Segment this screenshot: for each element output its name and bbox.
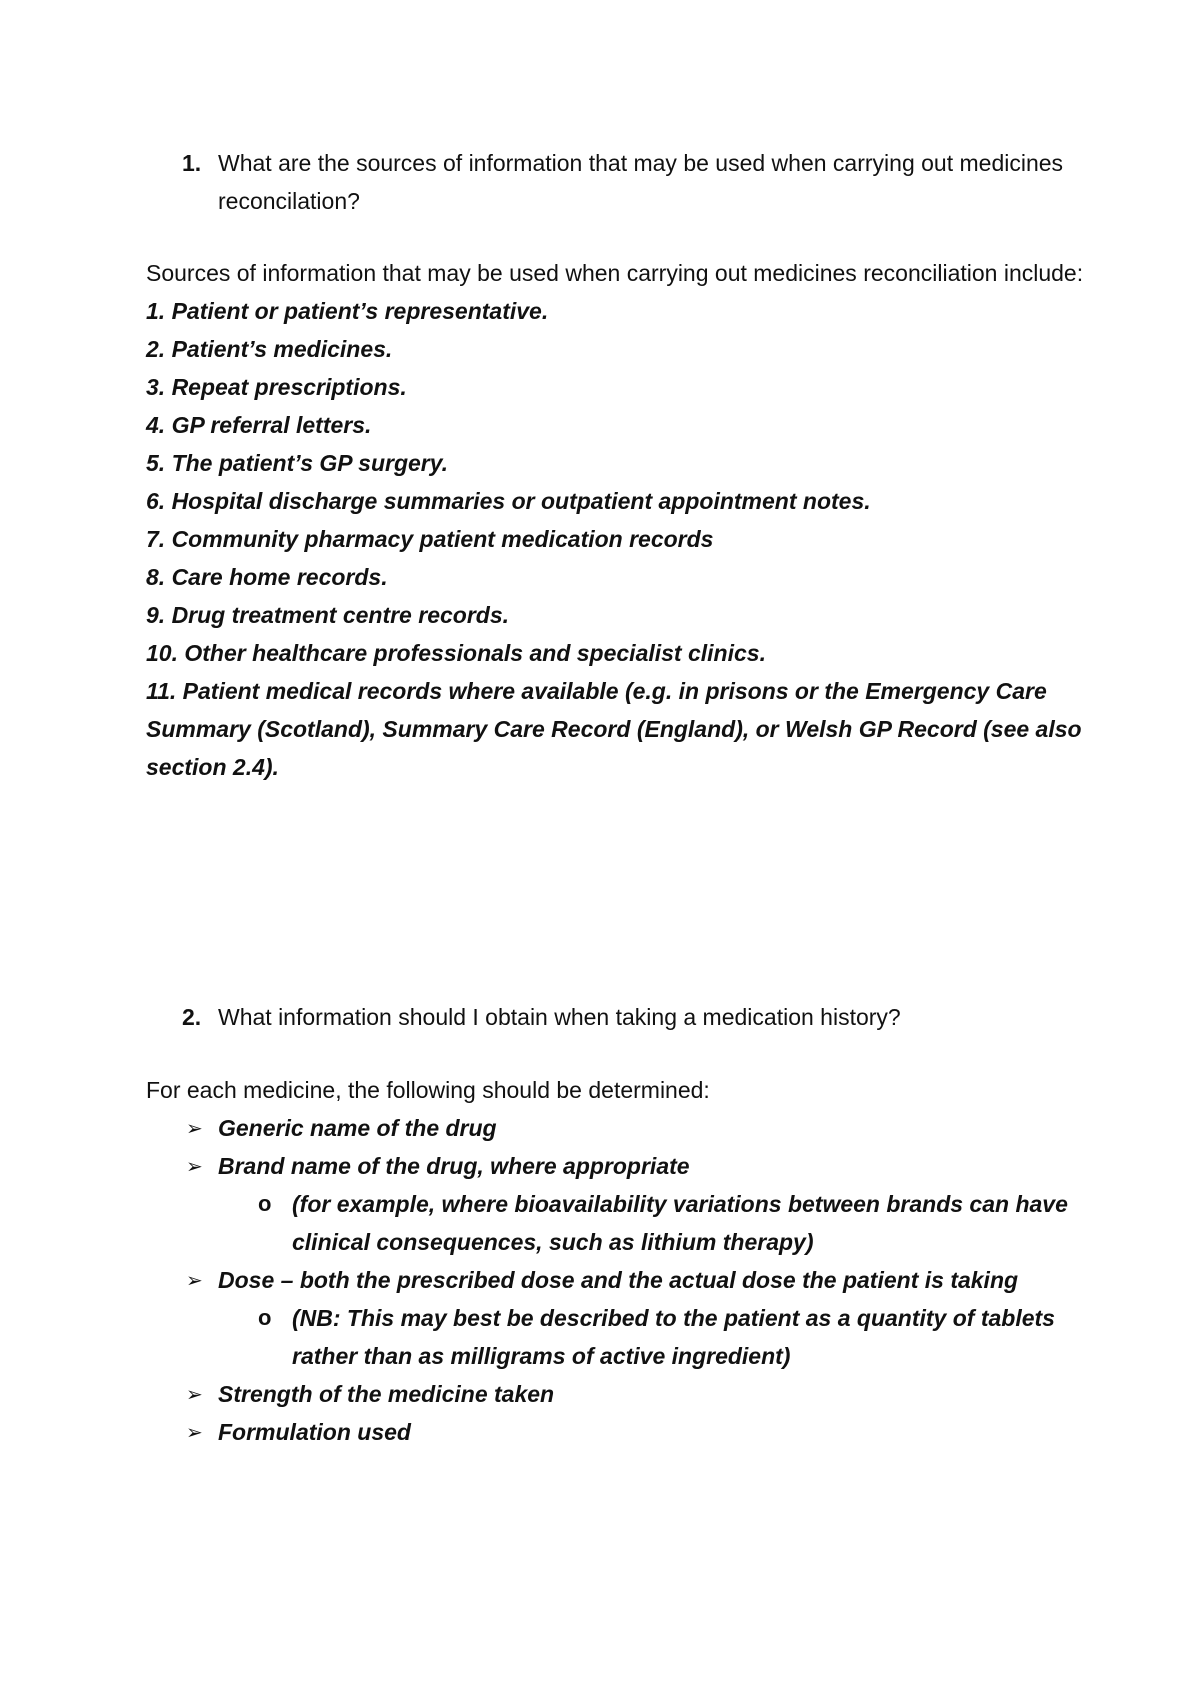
list-item: 11. Patient medical records where available (e.g. in prisons or the Emergency Care Summary (Scotland), Summary Care Record (England), or Welsh GP Record (see also section 2.4). (146, 678, 1082, 780)
question-2-block (146, 998, 1086, 1036)
list-item-text: Strength of the medicine taken (218, 1381, 555, 1407)
arrow-bullet-icon: ➢ (186, 1420, 203, 1444)
list-item: 4. GP referral letters. (146, 412, 372, 438)
list-item (146, 1413, 1086, 1451)
list-item: 6. Hospital discharge summaries or outpatient appointment notes. (146, 488, 871, 514)
list-item-text: Generic name of the drug (218, 1115, 497, 1141)
arrow-bullet-icon: ➢ (186, 1382, 203, 1406)
medication-history-list (146, 1109, 1086, 1451)
answer-1-block (146, 254, 1086, 786)
circle-bullet-icon: o (258, 1191, 272, 1216)
sub-list-item (146, 1299, 1086, 1375)
list-item: 3. Repeat prescriptions. (146, 374, 407, 400)
list-item-text: (for example, where bioavailability variations between brands can have clinical consequences, such as lithium therapy) (292, 1191, 1068, 1255)
question-2-number: 2. (182, 1004, 202, 1030)
circle-bullet-icon: o (258, 1305, 272, 1330)
list-item: 9. Drug treatment centre records. (146, 602, 510, 628)
list-item-text: (NB: This may best be described to the patient as a quantity of tablets rather than as milligrams of active ingredient) (292, 1305, 1055, 1369)
question-1 (146, 144, 1086, 220)
arrow-bullet-icon: ➢ (186, 1116, 203, 1140)
answer-2-block (146, 1071, 1086, 1451)
list-item: 5. The patient’s GP surgery. (146, 450, 449, 476)
list-item (146, 1375, 1086, 1413)
list-item (146, 1261, 1086, 1299)
list-item: 10. Other healthcare professionals and specialist clinics. (146, 640, 766, 666)
list-item: 2. Patient’s medicines. (146, 336, 393, 362)
list-item-text: Formulation used (218, 1419, 411, 1445)
answer-2-intro: For each medicine, the following should be determined: (146, 1077, 710, 1103)
list-item (146, 1147, 1086, 1185)
list-item-text: Dose – both the prescribed dose and the actual dose the patient is taking (218, 1267, 1019, 1293)
sub-list-item (146, 1185, 1086, 1261)
question-2-text: What information should I obtain when taking a medication history? (218, 1004, 901, 1030)
list-item-text: Brand name of the drug, where appropriate (218, 1153, 690, 1179)
list-item: 7. Community pharmacy patient medication records (146, 526, 714, 552)
sources-list (146, 292, 1086, 786)
list-item: 8. Care home records. (146, 564, 388, 590)
list-item (146, 1109, 1086, 1147)
question-2 (146, 998, 1086, 1036)
arrow-bullet-icon: ➢ (186, 1154, 203, 1178)
list-item: 1. Patient or patient’s representative. (146, 298, 549, 324)
question-1-text: What are the sources of information that may be used when carrying out medicines reconcilation? (218, 150, 1064, 214)
answer-1-intro: Sources of information that may be used when carrying out medicines reconciliation include: (146, 260, 1084, 286)
arrow-bullet-icon: ➢ (186, 1268, 203, 1292)
question-1-number: 1. (182, 150, 202, 176)
question-1-block (146, 144, 1086, 220)
